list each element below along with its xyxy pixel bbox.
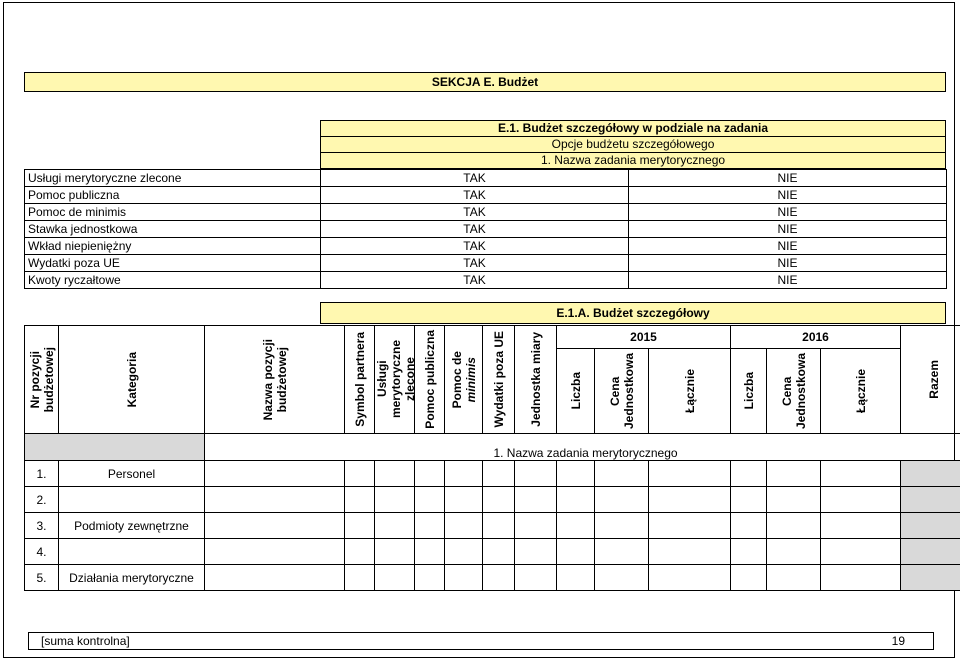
option-label: Wkład niepieniężny	[25, 238, 321, 255]
row-cell[interactable]	[205, 513, 345, 539]
header-nazwa: Nazwa pozycji budżetowej	[205, 326, 345, 434]
header-year-2015: 2015	[557, 326, 731, 349]
row-cell[interactable]	[731, 565, 767, 591]
row-number: 1.	[25, 461, 59, 487]
row-cell[interactable]	[445, 487, 483, 513]
row-cell[interactable]	[345, 539, 375, 565]
row-cell[interactable]	[483, 565, 515, 591]
checksum-label: [suma kontrolna]	[41, 634, 130, 648]
row-cell[interactable]	[375, 539, 415, 565]
row-cell[interactable]	[595, 539, 649, 565]
option-no[interactable]: NIE	[629, 221, 947, 238]
row-cell[interactable]	[515, 539, 557, 565]
row-cell[interactable]	[205, 565, 345, 591]
option-row	[25, 255, 947, 272]
row-cell[interactable]	[767, 513, 821, 539]
row-cell[interactable]	[595, 513, 649, 539]
row-cell[interactable]	[515, 487, 557, 513]
row-cell[interactable]	[515, 461, 557, 487]
option-label: Pomoc de minimis	[25, 204, 321, 221]
row-cell[interactable]	[415, 487, 445, 513]
row-cell[interactable]	[821, 513, 901, 539]
footer	[28, 632, 934, 650]
row-cell[interactable]	[345, 565, 375, 591]
task-name-header: 1. Nazwa zadania merytorycznego	[320, 152, 946, 169]
option-yes[interactable]: TAK	[321, 272, 629, 289]
row-cell[interactable]	[595, 565, 649, 591]
row-cell[interactable]	[901, 565, 960, 591]
row-cell[interactable]	[767, 487, 821, 513]
header-kategoria: Kategoria	[59, 326, 205, 434]
header-nr: Nr pozycji budżetowej	[25, 326, 59, 434]
row-cell[interactable]	[821, 461, 901, 487]
row-number: 4.	[25, 539, 59, 565]
row-cell[interactable]	[731, 513, 767, 539]
row-cell[interactable]	[731, 539, 767, 565]
row-cell[interactable]	[767, 539, 821, 565]
row-cell[interactable]	[515, 513, 557, 539]
row-cell[interactable]	[415, 513, 445, 539]
e1-title: E.1. Budżet szczegółowy w podziale na zadania	[320, 120, 946, 137]
budget-row	[25, 539, 960, 565]
row-cell[interactable]	[731, 487, 767, 513]
row-cell[interactable]	[415, 539, 445, 565]
row-number: 3.	[25, 513, 59, 539]
option-label: Pomoc publiczna	[25, 187, 321, 204]
row-cell[interactable]	[375, 487, 415, 513]
option-no[interactable]: NIE	[629, 238, 947, 255]
option-label: Wydatki poza UE	[25, 255, 321, 272]
row-category: Działania merytoryczne	[59, 565, 205, 591]
row-cell[interactable]	[595, 461, 649, 487]
task-row-label: 1. Nazwa zadania merytorycznego	[205, 434, 960, 461]
row-cell[interactable]	[901, 513, 960, 539]
row-category	[59, 539, 205, 565]
option-yes[interactable]: TAK	[321, 255, 629, 272]
option-label: Usługi merytoryczne zlecone	[25, 170, 321, 187]
option-no[interactable]: NIE	[629, 170, 947, 187]
header-liczba-2016: Liczba	[731, 349, 767, 434]
row-cell[interactable]	[767, 565, 821, 591]
row-cell[interactable]	[821, 539, 901, 565]
option-yes[interactable]: TAK	[321, 187, 629, 204]
options-table	[24, 169, 947, 289]
row-cell[interactable]	[901, 487, 960, 513]
option-yes[interactable]: TAK	[321, 221, 629, 238]
row-cell[interactable]	[483, 487, 515, 513]
header-jednostka: Jednostka miary	[515, 326, 557, 434]
row-cell[interactable]	[901, 539, 960, 565]
header-cena-2015: Cena Jednostkowa	[595, 349, 649, 434]
option-row	[25, 272, 947, 289]
option-no[interactable]: NIE	[629, 204, 947, 221]
budget-table	[24, 325, 960, 591]
option-row	[25, 187, 947, 204]
row-cell[interactable]	[345, 461, 375, 487]
row-cell[interactable]	[345, 487, 375, 513]
header-lacznie-2016: Łącznie	[821, 349, 901, 434]
row-cell[interactable]	[205, 461, 345, 487]
row-cell[interactable]	[375, 513, 415, 539]
option-row	[25, 221, 947, 238]
row-cell[interactable]	[415, 565, 445, 591]
page-number: 19	[891, 634, 905, 648]
option-label: Kwoty ryczałtowe	[25, 272, 321, 289]
row-number: 2.	[25, 487, 59, 513]
row-cell[interactable]	[445, 513, 483, 539]
option-yes[interactable]: TAK	[321, 238, 629, 255]
row-cell[interactable]	[483, 539, 515, 565]
row-cell[interactable]	[557, 565, 595, 591]
row-cell[interactable]	[821, 487, 901, 513]
row-cell[interactable]	[649, 539, 731, 565]
header-razem: Razem	[901, 326, 960, 434]
row-cell[interactable]	[901, 461, 960, 487]
option-no[interactable]: NIE	[629, 255, 947, 272]
option-label: Stawka jednostkowa	[25, 221, 321, 238]
option-row	[25, 204, 947, 221]
option-row	[25, 238, 947, 255]
budget-row	[25, 513, 960, 539]
header-lacznie-2015: Łącznie	[649, 349, 731, 434]
row-cell[interactable]	[557, 487, 595, 513]
header-pomoc-publiczna: Pomoc publiczna	[415, 326, 445, 434]
row-category: Personel	[59, 461, 205, 487]
row-cell[interactable]	[205, 487, 345, 513]
row-cell[interactable]	[557, 513, 595, 539]
row-cell[interactable]	[415, 461, 445, 487]
section-title: SEKCJA E. Budżet	[24, 72, 946, 92]
row-category: Podmioty zewnętrzne	[59, 513, 205, 539]
option-yes[interactable]: TAK	[321, 170, 629, 187]
header-year-2016: 2016	[731, 326, 901, 349]
option-no[interactable]: NIE	[629, 187, 947, 204]
row-cell[interactable]	[375, 565, 415, 591]
row-cell[interactable]	[649, 513, 731, 539]
header-symbol: Symbol partnera	[345, 326, 375, 434]
row-cell[interactable]	[731, 461, 767, 487]
row-cell[interactable]	[345, 513, 375, 539]
row-cell[interactable]	[821, 565, 901, 591]
row-cell[interactable]	[767, 461, 821, 487]
e1a-title: E.1.A. Budżet szczegółowy	[320, 302, 946, 324]
header-pomoc-de-minimis: Pomoc de minimis	[445, 326, 483, 434]
options-title: Opcje budżetu szczegółowego	[320, 136, 946, 153]
row-category	[59, 487, 205, 513]
row-cell[interactable]	[649, 461, 731, 487]
row-cell[interactable]	[515, 565, 557, 591]
budget-row	[25, 461, 960, 487]
budget-row	[25, 487, 960, 513]
row-cell[interactable]	[205, 539, 345, 565]
header-liczba-2015: Liczba	[557, 349, 595, 434]
budget-row	[25, 565, 960, 591]
row-cell[interactable]	[649, 565, 731, 591]
row-cell[interactable]	[483, 513, 515, 539]
row-cell[interactable]	[445, 461, 483, 487]
row-cell[interactable]	[445, 539, 483, 565]
option-yes[interactable]: TAK	[321, 204, 629, 221]
row-cell[interactable]	[375, 461, 415, 487]
header-cena-2016: Cena Jednostkowa	[767, 349, 821, 434]
row-cell[interactable]	[557, 539, 595, 565]
row-cell[interactable]	[649, 487, 731, 513]
row-cell[interactable]	[483, 461, 515, 487]
option-no[interactable]: NIE	[629, 272, 947, 289]
task-row-grey	[25, 434, 205, 461]
option-row	[25, 170, 947, 187]
header-uslugi: Usługi merytoryczne zlecone	[375, 326, 415, 434]
header-wydatki: Wydatki poza UE	[483, 326, 515, 434]
row-number: 5.	[25, 565, 59, 591]
row-cell[interactable]	[445, 565, 483, 591]
row-cell[interactable]	[557, 461, 595, 487]
row-cell[interactable]	[595, 487, 649, 513]
